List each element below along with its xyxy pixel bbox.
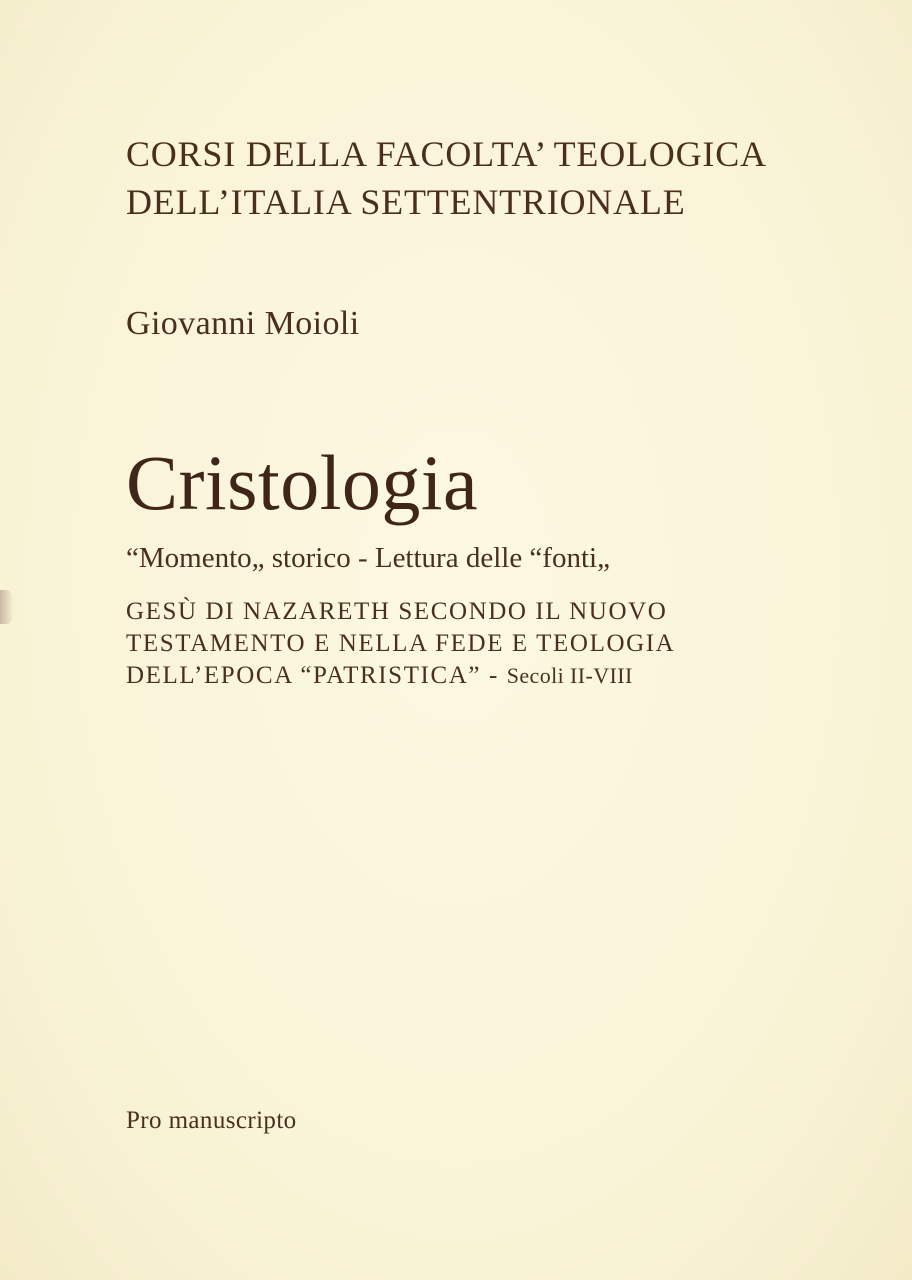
description-line-1: GESÙ DI NAZARETH SECONDO IL NUOVO <box>126 598 668 625</box>
imprint-note: Pro manuscripto <box>126 1107 297 1134</box>
description-line-3-main: DELL’EPOCA “PATRISTICA” - <box>126 662 507 689</box>
author-name: Giovanni Moioli <box>126 305 360 342</box>
description-line-3 <box>126 660 675 692</box>
book-title: Cristologia <box>126 439 479 526</box>
series-heading <box>126 130 767 226</box>
series-line-1: CORSI DELLA FACOLTA’ TEOLOGICA <box>126 134 767 174</box>
book-subtitle: “Momento„ storico - Lettura delle “fonti„ <box>126 542 610 574</box>
description-centuries: Secoli II-VIII <box>506 663 633 688</box>
paper-stain <box>0 590 14 624</box>
series-line-2: DELL’ITALIA SETTENTRIONALE <box>126 182 686 222</box>
description-line-2: TESTAMENTO E NELLA FEDE E TEOLOGIA <box>126 630 676 657</box>
book-description <box>126 596 675 692</box>
